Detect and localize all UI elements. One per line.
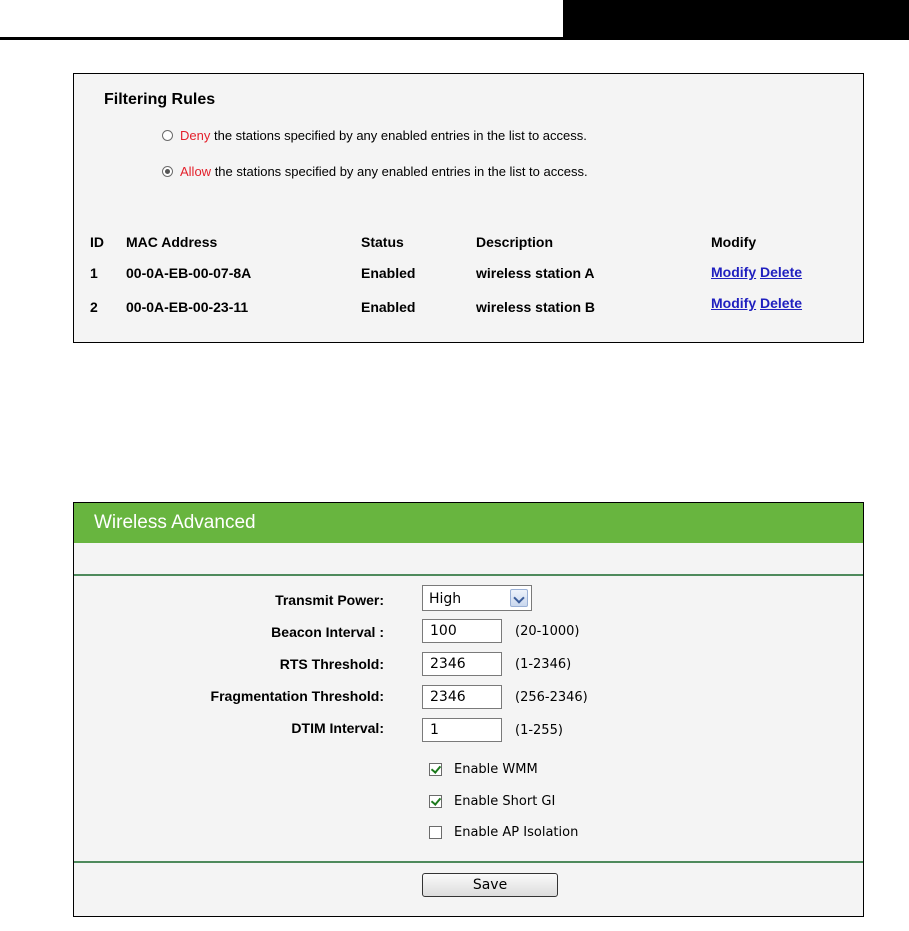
modify-link[interactable]: Modify [711, 295, 757, 311]
row-status: Enabled [361, 265, 416, 281]
dtim-interval-label: DTIM Interval: [291, 720, 384, 736]
fragmentation-threshold-range: (256-2346) [515, 690, 588, 705]
divider [74, 861, 863, 863]
dtim-interval-range: (1-255) [515, 723, 563, 738]
enable-short-gi-option[interactable] [429, 794, 555, 809]
row-actions [711, 295, 802, 311]
enable-short-gi-checkbox[interactable] [429, 795, 442, 808]
delete-link[interactable]: Delete [760, 295, 803, 311]
enable-ap-isolation-label: Enable AP Isolation [454, 825, 579, 840]
transmit-power-value: High [429, 591, 462, 607]
row-actions [711, 264, 802, 280]
beacon-interval-range: (20-1000) [515, 624, 580, 639]
deny-text: the stations specified by any enabled entries in the list to access. [210, 128, 587, 143]
wireless-advanced-panel [73, 502, 864, 917]
enable-ap-isolation-checkbox[interactable] [429, 826, 442, 839]
col-status: Status [361, 234, 404, 250]
filtering-rules-title: Filtering Rules [104, 91, 216, 108]
allow-keyword: Allow [180, 164, 212, 179]
col-mac: MAC Address [126, 234, 218, 250]
delete-link[interactable]: Delete [760, 264, 803, 280]
save-button[interactable]: Save [422, 873, 558, 897]
row-mac: 00-0A-EB-00-23-11 [126, 299, 249, 315]
filtering-rules-panel [73, 73, 864, 343]
chevron-down-icon[interactable] [510, 589, 528, 607]
beacon-interval-label: Beacon Interval : [271, 624, 384, 640]
col-id: ID [90, 234, 104, 250]
deny-radio[interactable] [162, 130, 173, 141]
enable-ap-isolation-option[interactable] [429, 825, 578, 840]
wireless-advanced-title: Wireless Advanced [74, 503, 863, 543]
row-mac: 00-0A-EB-00-07-8A [126, 265, 252, 281]
modify-link[interactable]: Modify [711, 264, 757, 280]
allow-option[interactable] [162, 164, 588, 179]
enable-wmm-option[interactable] [429, 762, 538, 777]
col-description: Description [476, 234, 554, 250]
rts-threshold-input[interactable] [422, 652, 502, 676]
transmit-power-select[interactable] [422, 585, 532, 611]
deny-keyword: Deny [180, 128, 211, 143]
fragmentation-threshold-label: Fragmentation Threshold: [210, 688, 384, 704]
transmit-power-label: Transmit Power: [275, 592, 384, 608]
header-block [563, 0, 909, 40]
enable-short-gi-label: Enable Short GI [454, 794, 556, 809]
enable-wmm-checkbox[interactable] [429, 763, 442, 776]
allow-text: the stations specified by any enabled entries in the list to access. [211, 164, 588, 179]
row-id: 2 [90, 299, 98, 315]
allow-radio[interactable] [162, 166, 173, 177]
divider [74, 574, 863, 576]
fragmentation-threshold-input[interactable] [422, 685, 502, 709]
header-rule [0, 37, 565, 40]
enable-wmm-label: Enable WMM [454, 762, 538, 777]
row-status: Enabled [361, 299, 416, 315]
col-modify: Modify [711, 234, 757, 250]
row-description: wireless station B [476, 299, 596, 315]
row-description: wireless station A [476, 265, 595, 281]
rts-threshold-label: RTS Threshold: [279, 656, 384, 672]
dtim-interval-input[interactable] [422, 718, 502, 742]
deny-option[interactable] [162, 128, 587, 143]
row-id: 1 [90, 265, 98, 281]
rts-threshold-range: (1-2346) [515, 657, 572, 672]
beacon-interval-input[interactable] [422, 619, 502, 643]
